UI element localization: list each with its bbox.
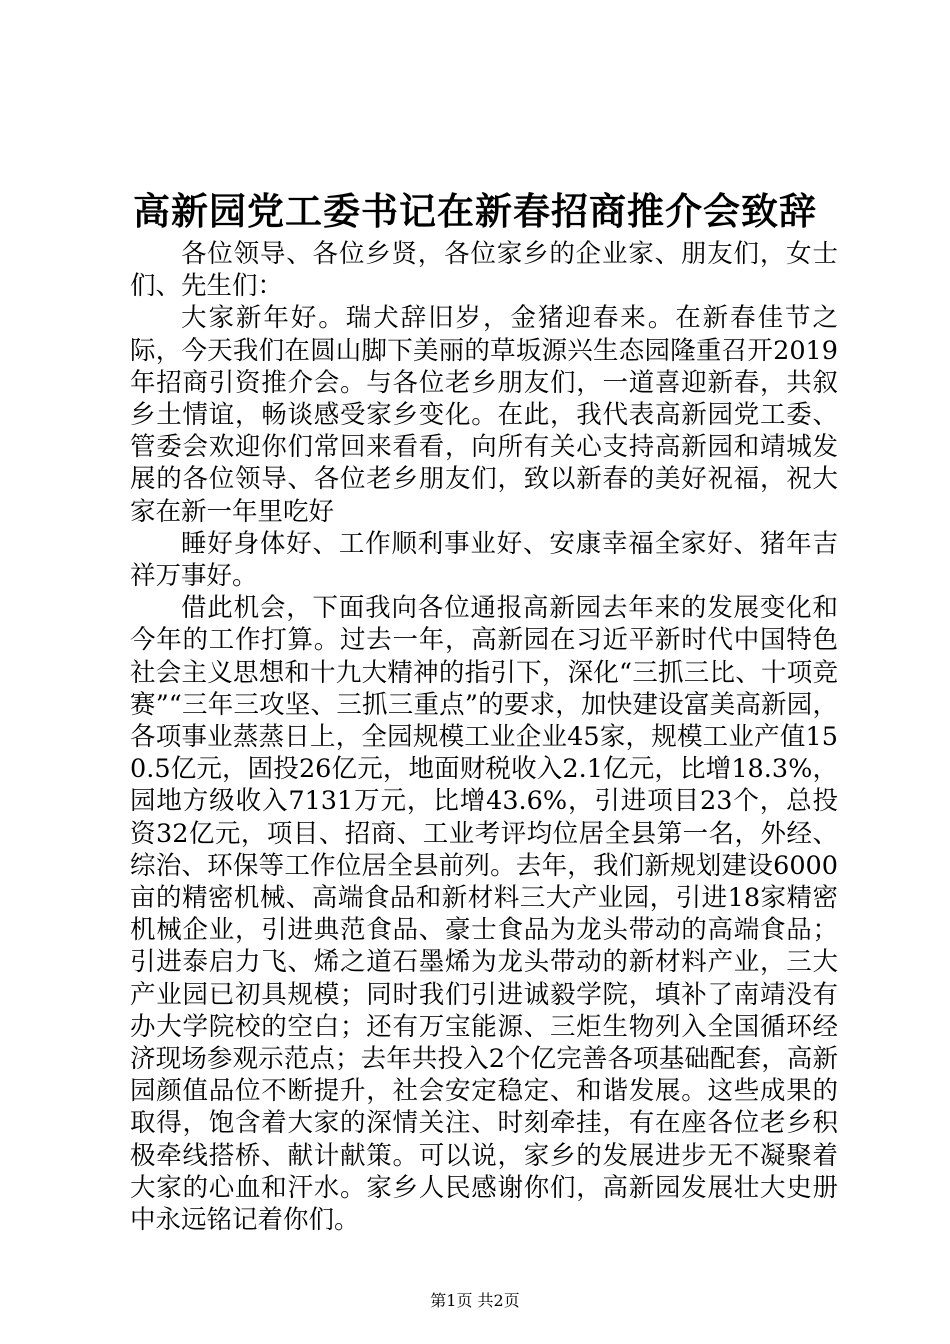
paragraph-greeting: 各位领导、各位乡贤，各位家乡的企业家、朋友们，女士们、先生们：	[130, 239, 838, 302]
paragraph-new-year: 大家新年好。瑞犬辞旧岁，金猪迎春来。在新春佳节之际，今天我们在圆山脚下美丽的草坂源兴生态园隆重召开2019年招商引资推介会。与各位老乡朋友们，一道喜迎新春，共叙乡土情谊，畅谈感受家乡变化。在此，我代表高新园党工委、管委会欢迎你们常回来看看，向所有关心支持高新园和靖城发展的各位领导、各位老乡朋友们，致以新春的美好祝福，祝大家在新一年里吃好	[130, 303, 838, 527]
page-number-footer: 第1页 共2页	[430, 1291, 520, 1310]
paragraph-report: 借此机会，下面我向各位通报高新园去年来的发展变化和今年的工作打算。过去一年，高新园在习近平新时代中国特色社会主义思想和十九大精神的指引下，深化“三抓三比、十项竞赛”“三年三攻坚、三抓三重点”的要求，加快建设富美高新园，各项事业蒸蒸日上，全园规模工业企业45家，规模工业产值150.5亿元，固投26亿元，地面财税收入2.1亿元，比增18.3%，园地方级收入7131万元，比增43.6%，引进项目23个，总投资32亿元，项目、招商、工业考评均位居全县第一名，外经、综治、环保等工作位居全县前列。去年，我们新规划建设6000亩的精密机械、高端食品和新材料三大产业园，引进18家精密机械企业，引进典范食品、豪士食品为龙头带动的高端食品；引进泰启力飞、烯之道石墨烯为龙头带动的新材料产业，三大产业园已初具规模；同时我们引进诚毅学院，填补了南靖没有办大学院校的空白；还有万宝能源、三炬生物列入全国循环经济现场参观示范点；去年共投入2个亿完善各项基础配套，高新园颜值品位不断提升，社会安定稳定、和谐发展。这些成果的取得，饱含着大家的深情关注、时刻牵挂，有在座各位老乡积极牵线搭桥、献计献策。可以说，家乡的发展进步无不凝聚着大家的心血和汗水。家乡人民感谢你们，高新园发展壮大史册中永远铭记着你们。	[130, 593, 838, 1236]
document-title: 高新园党工委书记在新春招商推介会致辞	[133, 189, 817, 233]
paragraph-wishes: 睡好身体好、工作顺利事业好、安康幸福全家好、猪年吉祥万事好。	[130, 528, 838, 592]
document-body	[130, 238, 838, 1236]
